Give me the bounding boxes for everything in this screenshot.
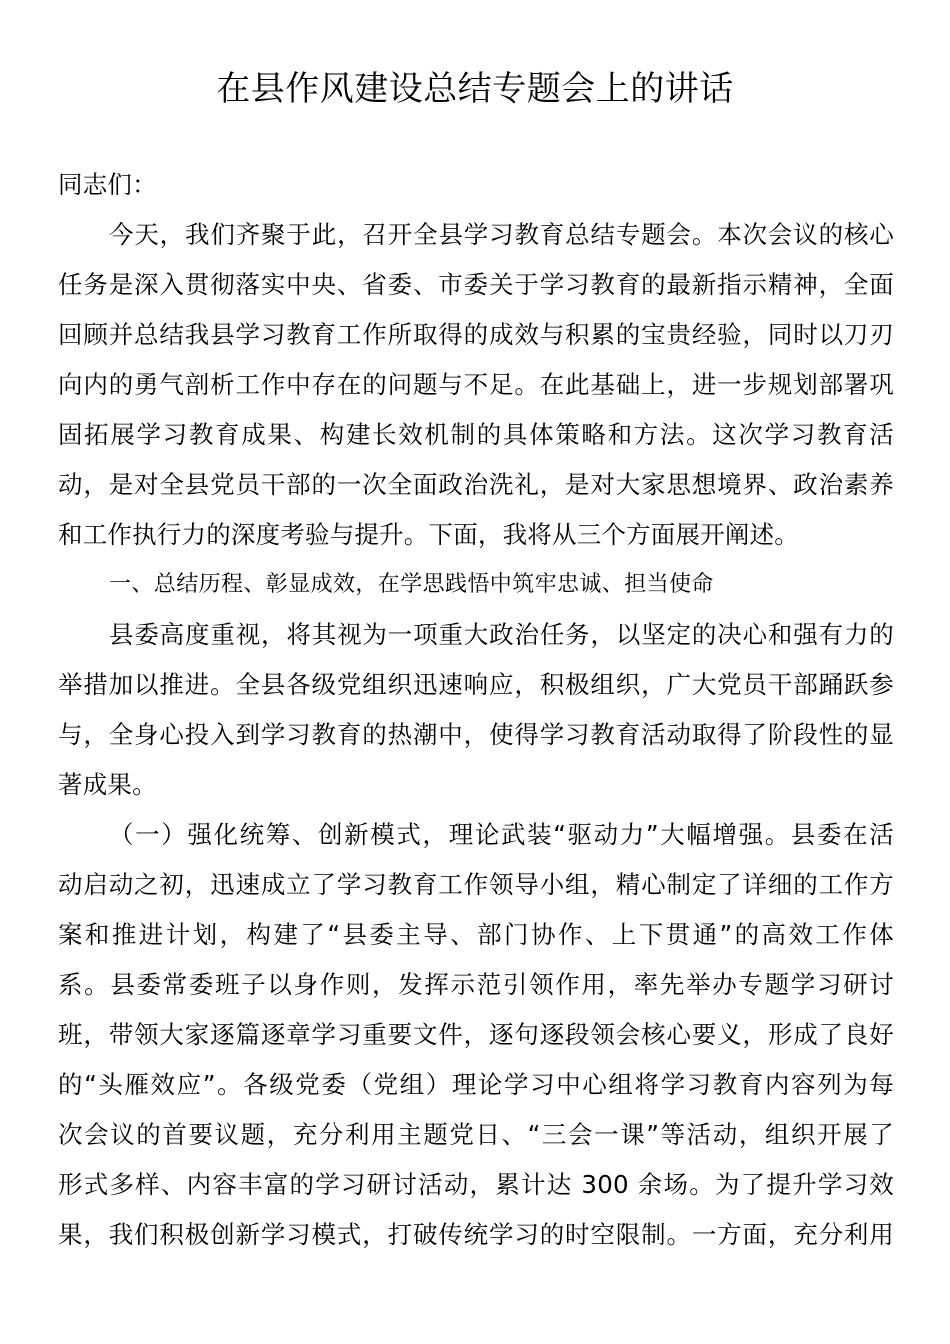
paragraph-line: 动启动之初，迅速成立了学习教育工作领导小组，精心制定了详细的工作方 <box>58 870 894 899</box>
paragraph-subsection-1 <box>58 810 894 1260</box>
paragraph-line: 县委高度重视，将其视为一项重大政治任务，以坚定的决心和强有力的 <box>109 620 894 649</box>
paragraph-line: 系。县委常委班子以身作则，发挥示范引领作用，率先举办专题学习研讨 <box>58 970 894 999</box>
paragraph-line: 动，是对全县党员干部的一次全面政治洗礼，是对大家思想境界、政治素养 <box>58 470 894 499</box>
paragraph-line: 举措加以推进。全县各级党组织迅速响应，积极组织，广大党员干部踊跃参 <box>58 670 894 699</box>
paragraph-line: 案和推进计划，构建了“县委主导、部门协作、上下贯通”的高效工作体 <box>58 920 894 949</box>
section-heading <box>58 560 894 610</box>
paragraph-section-intro <box>58 610 894 810</box>
paragraph-line: 向内的勇气剖析工作中存在的问题与不足。在此基础上，进一步规划部署巩 <box>58 370 894 399</box>
paragraph-line: 班，带领大家逐篇逐章学习重要文件，逐句逐段领会核心要义，形成了良好 <box>58 1020 894 1049</box>
paragraph-line: 固拓展学习教育成果、构建长效机制的具体策略和方法。这次学习教育活 <box>58 420 894 449</box>
heading-line: 一、总结历程、彰显成效，在学思践悟中筑牢忠诚、担当使命 <box>109 572 714 597</box>
paragraph-line: 回顾并总结我县学习教育工作所取得的成效与积累的宝贵经验，同时以刀刃 <box>58 320 894 349</box>
paragraph-line: 与，全身心投入到学习教育的热潮中，使得学习教育活动取得了阶段性的显 <box>58 720 894 749</box>
paragraph-line: 果，我们积极创新学习模式，打破传统学习的时空限制。一方面，充分利用 <box>58 1220 894 1249</box>
paragraph-line: （一）强化统筹、创新模式，理论武装“驱动力”大幅增强。县委在活 <box>109 820 894 849</box>
paragraph-line: 和工作执行力的深度考验与提升。下面，我将从三个方面展开阐述。 <box>58 520 799 549</box>
paragraph-opening <box>58 210 894 560</box>
paragraph-line: 次会议的首要议题，充分利用主题党日、“三会一课”等活动，组织开展了 <box>58 1120 894 1149</box>
salutation: 同志们： <box>58 170 157 199</box>
paragraph-line: 的“头雁效应”。各级党委（党组）理论学习中心组将学习教育内容列为每 <box>58 1070 894 1099</box>
document-body <box>58 160 894 1260</box>
paragraph-line: 今天，我们齐聚于此，召开全县学习教育总结专题会。本次会议的核心 <box>109 220 894 249</box>
document-title: 在县作风建设总结专题会上的讲话 <box>216 69 734 109</box>
paragraph-line: 著成果。 <box>58 770 157 799</box>
paragraph-line: 形式多样、内容丰富的学习研讨活动，累计达 300 余场。为了提升学习效 <box>58 1170 894 1199</box>
paragraph-line: 任务是深入贯彻落实中央、省委、市委关于学习教育的最新指示精神，全面 <box>58 270 894 299</box>
